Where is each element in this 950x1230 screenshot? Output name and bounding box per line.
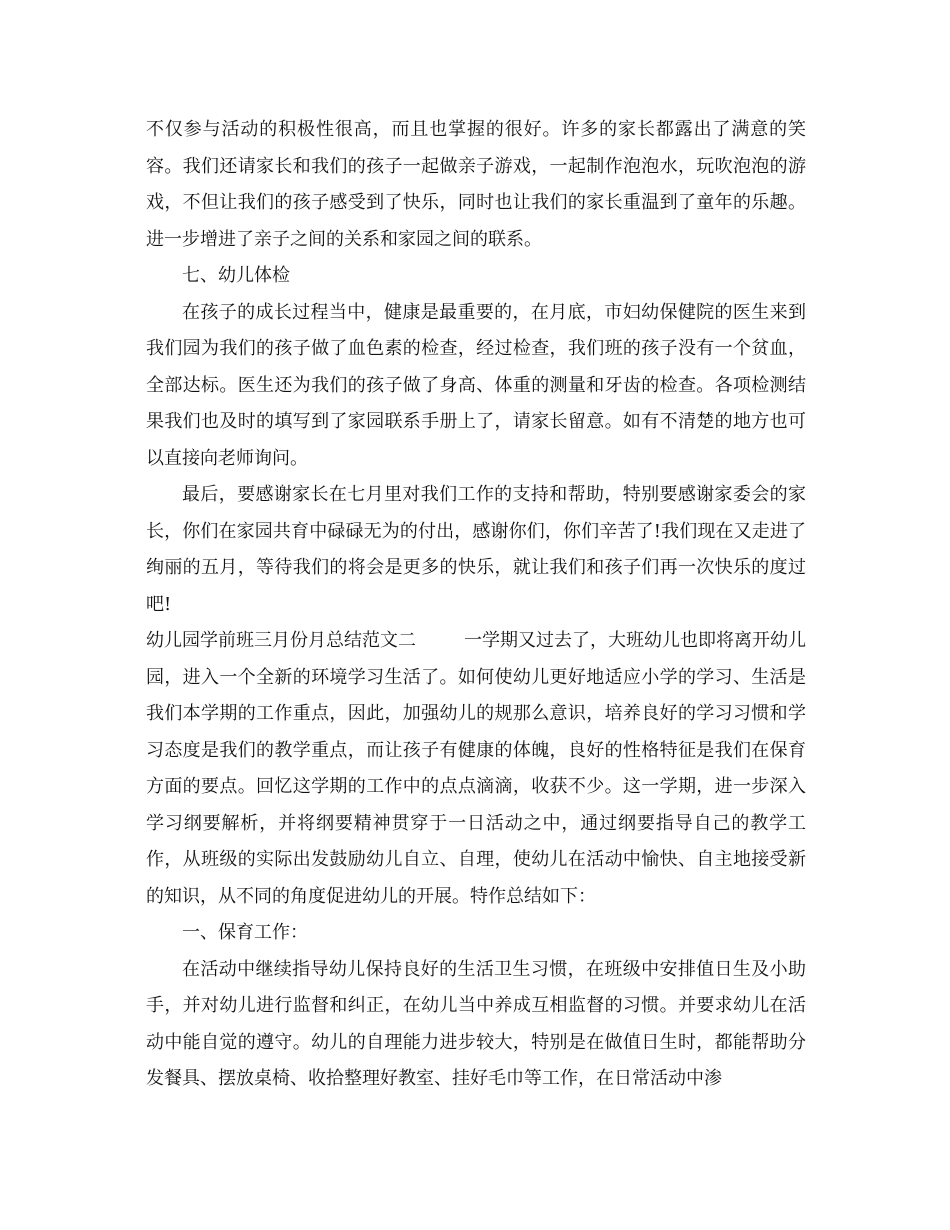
section-heading-care-work: 一、保育工作： bbox=[182, 922, 308, 943]
paragraph-health-check: 在孩子的成长过程当中，健康是最重要的，在月底，市妇幼保健院的医生来到我们园为我们的孩子做了血色素的检查，经过检查，我们班的孩子没有一个贫血，全部达标。医生还为我们的孩子做了身高、体重的测量和牙齿的检查。各项检测结果我们也及时的填写到了家园联系手册上了，请家长留意。如有不清楚的地方也可以直接向老师询问。 bbox=[146, 301, 806, 469]
section-heading-health-check: 七、幼儿体检 bbox=[182, 265, 290, 286]
paragraph-care-work: 在活动中继续指导幼儿保持良好的生活卫生习惯，在班级中安排值日生及小助手，并对幼儿进行监督和纠正，在幼儿当中养成互相监督的习惯。并要求幼儿在活动中能自觉的遵守。幼儿的自理能力进步较大，特别是在做值日生时，都能帮助分发餐具、摆放桌椅、收拾整理好教室、挂好毛巾等工作，在日常活动中渗 bbox=[146, 958, 806, 1089]
paragraph-thanks: 最后，要感谢家长在七月里对我们工作的支持和帮助，特别要感谢家委会的家长，你们在家园共育中碌碌无为的付出，感谢你们，你们辛苦了!我们现在又走进了绚丽的五月，等待我们的将会是更多的快乐，就让我们和孩子们再一次快乐的度过吧! bbox=[146, 484, 806, 615]
document-title-second: 幼儿园学前班三月份月总结范文二 bbox=[146, 630, 416, 651]
paragraph-parent-activities: 不仅参与活动的积极性很高，而且也掌握的很好。许多的家长都露出了满意的笑容。我们还请家长和我们的孩子一起做亲子游戏，一起制作泡泡水，玩吹泡泡的游戏，不但让我们的孩子感受到了快乐，同时也让我们的家长重温到了童年的乐趣。进一步增进了亲子之间的关系和家园之间的联系。 bbox=[146, 119, 806, 250]
document-body bbox=[146, 112, 806, 1098]
paragraph-second-summary bbox=[146, 623, 806, 915]
paragraph-second-summary-text: 一学期又过去了，大班幼儿也即将离开幼儿园，进入一个全新的环境学习生活了。如何使幼儿更好地适应小学的学习、生活是我们本学期的工作重点，因此，加强幼儿的规那么意识，培养良好的学习习惯和学习态度是我们的教学重点，而让孩子有健康的体魄，良好的性格特征是我们在保育方面的要点。回忆这学期的工作中的点点滴滴，收获不少。这一学期，进一步深入学习纲要解析，并将纲要精神贯穿于一日活动之中，通过纲要指导自己的教学工作，从班级的实际出发鼓励幼儿自立、自理，使幼儿在活动中愉快、自主地接受新的知识，从不同的角度促进幼儿的开展。特作总结如下： bbox=[146, 630, 806, 907]
